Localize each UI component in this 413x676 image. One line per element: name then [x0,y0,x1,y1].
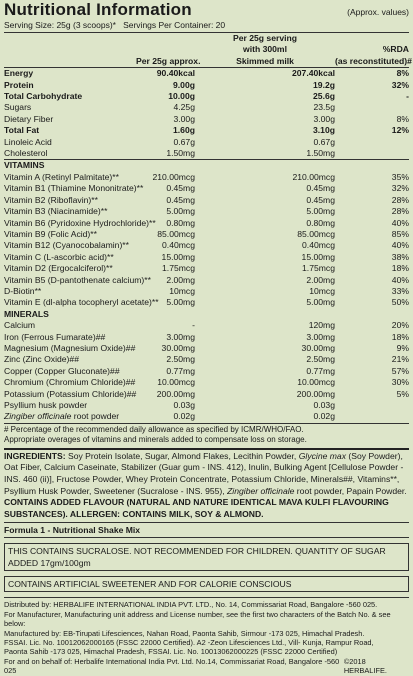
distribution-info [4,597,409,675]
col-rda-line1: %RDA [382,44,409,55]
nutrient-per25: 200.00mg [156,388,195,399]
nutrient-rda: 38% [391,251,409,262]
nutrient-per25: 10mcg [169,285,195,296]
nutrient-rda: 28% [391,194,409,205]
nutrient-row [4,286,409,297]
nutrient-row [4,389,409,400]
serving-size: Serving Size: 25g (3 scoops)* [4,20,116,30]
nutrient-row [4,114,409,125]
nutrient-with-milk: 2.00mg [306,274,335,285]
nutrient-name: Dietary Fiber [4,113,54,124]
nutrient-name: Vitamin B5 (D-pantothenate calcium)** [4,274,151,285]
nutrient-rda [335,400,409,411]
nutrient-name: Vitamin B6 (Pyridoxine Hydrochloride)** [4,217,156,228]
nutrient-rda: 12% [391,125,409,136]
nutrient-row [4,377,409,388]
nutrient-per25: 3.00g [173,113,195,124]
nutrition-table [4,33,412,423]
nutrient-with-milk: 0.77mg [306,365,335,376]
nutrient-with-milk: 3.10g [313,125,335,136]
nutrient-rda: 85% [391,228,409,239]
nutrient-per25: 15.00mg [161,251,195,262]
nutrient-with-milk: 0.03g [313,400,335,410]
nutrient-per25: 2.50mg [166,354,195,365]
dist-line-6: For and on behalf of: Herbalife International India Pvt. Ltd. No.14, Commissariat Road, Bangalore -560 025 [4,656,340,676]
nutrient-row [4,68,409,80]
dist-line-2: For Manufacturer, Manufacturing unit address and License number, see the first two characters of the Batch No. & see below: [4,609,391,629]
nutrient-per25: 0.45mg [166,194,195,205]
col-milk-line3: Skimmed milk [236,55,294,66]
nutrient-rda [335,148,409,160]
nutrient-rda: 8% [335,68,409,80]
nutrient-row [4,125,409,136]
nutrient-name: Protein [4,79,34,90]
nutrient-per25: 30.00mg [161,342,195,353]
nutrient-rda [335,411,409,422]
column-header-row-1 [4,33,409,44]
nutrient-row [4,332,409,343]
nutrient-row [4,148,409,160]
col-milk-line1: Per 25g serving [232,33,297,43]
minerals-heading-row [4,309,409,320]
col-rda-line2: (as reconstituted)# [335,55,412,66]
nutrient-with-milk: 0.02g [313,411,335,422]
nutrient-per25: 9.00g [173,79,195,90]
nutrient-name: Total Fat [4,125,40,136]
nutrient-with-milk: 0.45mg [306,194,335,205]
nutrient-row [4,137,409,148]
nutrient-name: Potassium (Potassium Chloride)## [4,388,137,399]
nutrient-with-milk: 0.67g [313,136,335,147]
vitamins-heading: VITAMINS [4,160,409,172]
nutrient-row [4,252,409,263]
nutrient-per25: 4.25g [173,102,195,113]
nutrient-name: Vitamin B3 (Niacinamide)** [4,206,108,217]
serving-info [4,20,409,33]
nutrient-per25: 2.00mg [166,274,195,285]
nutrient-rda: 57% [391,365,409,376]
nutrient-name: Magnesium (Magnesium Oxide)## [4,342,136,353]
servings-per-container: Servings Per Container: 20 [123,20,226,30]
nutrient-with-milk: 15.00mg [301,251,335,262]
nutrient-rda: 5% [396,388,409,399]
nutrient-per25: 90.40kcal [136,68,195,80]
nutrient-name: Iron (Ferrous Fumarate)## [4,331,106,342]
dist-line-4: FSSAI. Lic. No. 10012062000165 (FSSC 22000 Certified). A2 -Zeon Lifesciences Ltd., Vill- Kunja, Rampur Road, [4,638,374,647]
nutrient-name: Vitamin C (L-ascorbic acid)** [4,251,114,262]
nutrient-name: Total Carbohydrate [4,91,83,102]
nutrient-rda: 18% [391,263,409,274]
page-title: Nutritional Information [4,0,192,19]
nutrient-with-milk: 200.00mg [296,388,335,399]
nutrient-rda: 35% [391,171,409,182]
nutrient-name: Sugars [4,102,32,113]
nutrient-per25: 1.60g [173,125,195,136]
nutrient-with-milk: 1.75mcg [302,263,335,274]
minerals-heading: MINERALS [4,308,49,319]
nutrient-rda [335,102,409,113]
nutrient-per25: 0.45mg [166,183,195,194]
ingredients-glycine: Glycine max [298,450,346,461]
nutrient-name: Energy [4,68,136,80]
nutrient-row [4,411,409,422]
col-per25: Per 25g approx. [136,55,201,66]
nutrient-rda [335,137,409,148]
nutrient-row [4,218,409,229]
col-milk-line2: with 300ml [243,44,287,55]
nutrient-with-milk: 3.00g [313,113,335,124]
footnote-overages: Appropriate overages of vitamins and minerals added to compensate loss on storage. [4,434,307,444]
nutrient-name: Copper (Copper Gluconate)## [4,365,120,376]
nutrient-per25: 5.00mg [166,206,195,217]
nutrient-per25: 0.80mg [166,217,195,228]
nutrient-with-milk: 207.40kcal [195,68,335,80]
nutrient-per25: 10.00g [168,91,195,102]
nutrient-row [4,91,409,102]
nutrient-rda: 40% [391,240,409,251]
nutrient-name: Vitamin B1 (Thiamine Mononitrate)** [4,183,144,194]
nutrient-rda: 8% [396,113,409,124]
nutrient-name: Vitamin D2 (Ergocalciferol)** [4,263,113,274]
nutrient-rda: 30% [391,377,409,388]
ingredients-zingiber: Zingiber officinale [227,485,295,496]
nutrient-with-milk: 1.50mg [306,148,335,159]
approx-note: (Approx. values) [347,7,409,17]
nutrient-name: Vitamin B12 (Cyanocobalamin)** [4,240,129,251]
nutrient-rda: 32% [391,79,409,90]
nutrient-row [4,343,409,354]
nutrient-rda: 40% [391,274,409,285]
artificial-sweetener-warning: CONTAINS ARTIFICIAL SWEETENER AND FOR CALORIE CONSCIOUS [4,576,409,592]
nutrient-rda: 40% [391,217,409,228]
nutrient-row [4,229,409,240]
nutrient-with-milk: 85.00mcg [297,228,335,239]
nutrient-name-italic: Zingiber officinale [4,411,72,422]
nutrient-name [4,411,136,422]
ingredients-text-2: (Soy Powder), Oat Fiber, Calcium Caseinate, Stabilizer (Guar gum - INS. 412), Inulin, Bulking Agent [Cellulose Powder - INS. 460 (ii)], Fructose Powder, Whey Protein Concentrate, Potassium Chloride, Minerals##, Vitamins**, Psyllium Husk Powder, Sweetener (Sucralose - INS. 955), [4,450,404,496]
nutrient-rda: 9% [396,342,409,353]
nutrient-name: Psyllium husk powder [4,400,88,410]
nutrient-with-milk: 0.45mg [306,183,335,194]
nutrient-per25: 10.00mcg [157,377,195,388]
nutrient-name: Calcium [4,320,36,331]
nutrient-row [4,80,409,91]
nutrient-with-milk: 0.80mg [306,217,335,228]
nutrient-row [4,183,409,194]
nutrient-with-milk: 5.00mg [306,206,335,217]
nutrient-rda: 21% [391,354,409,365]
nutrient-rda: - [406,91,409,102]
nutrient-per25: 85.00mcg [157,228,195,239]
vitamins-heading-row [4,160,409,172]
nutrient-with-milk: 19.2g [313,79,335,90]
nutrient-with-milk: 10mcg [309,285,335,296]
ingredients-text-1: Soy Protein Isolate, Sugar, Almond Flakes, Lecithin Powder, [65,450,299,461]
sucralose-warning: THIS CONTAINS SUCRALOSE. NOT RECOMMENDED FOR CHILDREN. QUANTITY OF SUGAR ADDED 17gm/100gm [4,543,409,571]
nutrient-name-rest: root powder [71,411,120,422]
ingredients-text-3: root powder, Papain Powder. [294,485,407,496]
nutrient-rda: 33% [391,285,409,296]
nutrient-row [4,195,409,206]
nutrient-per25: 0.67g [173,136,195,147]
nutrient-row [4,240,409,251]
nutrient-name: Zinc (Zinc Oxide)## [4,354,79,365]
column-header-row-3 [4,56,409,68]
nutrient-with-milk: 23.5g [313,102,335,113]
nutrient-rda: 32% [391,183,409,194]
ingredients-label: INGREDIENTS: [4,450,66,461]
nutrient-with-milk: 5.00mg [306,297,335,308]
nutrient-per25: 5.00mg [166,297,195,308]
nutrient-per25: 0.03g [173,400,195,410]
nutrient-name: Vitamin B2 (Riboflavin)** [4,194,98,205]
nutrient-row [4,297,409,308]
copyright: ©2018 HERBALIFE. [343,656,387,676]
nutrient-row [4,275,409,286]
ingredients-block [4,448,409,524]
nutrient-with-milk: 0.40mcg [302,240,335,251]
nutrient-name: Cholesterol [4,148,48,159]
nutrient-per25: 0.40mcg [162,240,195,251]
nutrient-with-milk: 30.00mg [301,342,335,353]
nutrient-per25: 210.00mcg [152,171,195,182]
formula-name: Formula 1 - Nutritional Shake Mix [4,523,409,538]
footnote-rda: # Percentage of the recommended daily allowance as specified by ICMR/WHO/FAO. [4,424,304,434]
nutrient-with-milk: 10.00mcg [297,377,335,388]
nutrient-row [4,206,409,217]
nutrient-row [4,172,409,183]
nutrient-rda: 28% [391,206,409,217]
nutrient-per25: 0.77mg [166,365,195,376]
nutrient-rda: 20% [391,320,409,331]
nutrient-row [4,354,409,365]
nutrient-per25: 1.50mg [166,148,195,159]
nutrient-name: Chromium (Chromium Chloride)## [4,377,136,388]
dist-last-row [4,657,409,676]
nutrient-with-milk: 120mg [308,320,335,331]
dist-line-3: Manufactured by: EB-Tirupati Lifesciences, Nahan Road, Paonta Sahib, Sirmour -173 025, Himachal Pradesh. [4,628,365,638]
nutrient-row [4,102,409,113]
nutrient-name: Vitamin A (Retinyl Palmitate)** [4,171,119,182]
nutrient-name: Vitamin B9 (Folic Acid)** [4,228,97,239]
footnotes [4,423,409,445]
nutrient-with-milk: 3.00mg [306,331,335,342]
nutrient-per25: 1.75mcg [162,263,195,274]
title-row [4,0,409,20]
nutrient-name: D-Biotin** [4,285,42,296]
nutrient-row [4,320,409,331]
dist-line-5: Paonta Sahib -173 025, Himachal Pradesh, FSSAI. Lic. No. 10013062000225 (FSSC 22000 Certified) [4,647,338,657]
nutrient-name: Linoleic Acid [4,136,52,147]
nutrient-with-milk: 2.50mg [306,354,335,365]
column-header-row-2 [4,44,409,55]
nutrient-per25: 3.00mg [166,331,195,342]
ingredients-allergen: CONTAINS ADDED FLAVOUR (NATURAL AND NATURE IDENTICAL MAVA KULFI FLAVOURING SUBSTANCES). ALLERGEN: CONTAINS MILK, SOY & ALMOND. [4,497,389,519]
nutrient-rda: 50% [391,297,409,308]
nutrient-per25: - [192,320,195,331]
nutrient-rda: 18% [391,331,409,342]
dist-line-1: Distributed by: HERBALIFE INTERNATIONAL INDIA PVT. LTD., No. 14, Commissariat Road, Bangalore -560 025. [4,600,378,610]
nutrient-per25: 0.02g [173,411,195,422]
nutrient-with-milk: 210.00mcg [292,171,335,182]
nutrient-row [4,366,409,377]
nutrient-with-milk: 25.6g [313,91,335,102]
nutrient-name: Vitamin E (dl-alpha tocopheryl acetate)** [4,297,159,308]
nutrient-row [4,400,409,411]
nutrient-row [4,263,409,274]
